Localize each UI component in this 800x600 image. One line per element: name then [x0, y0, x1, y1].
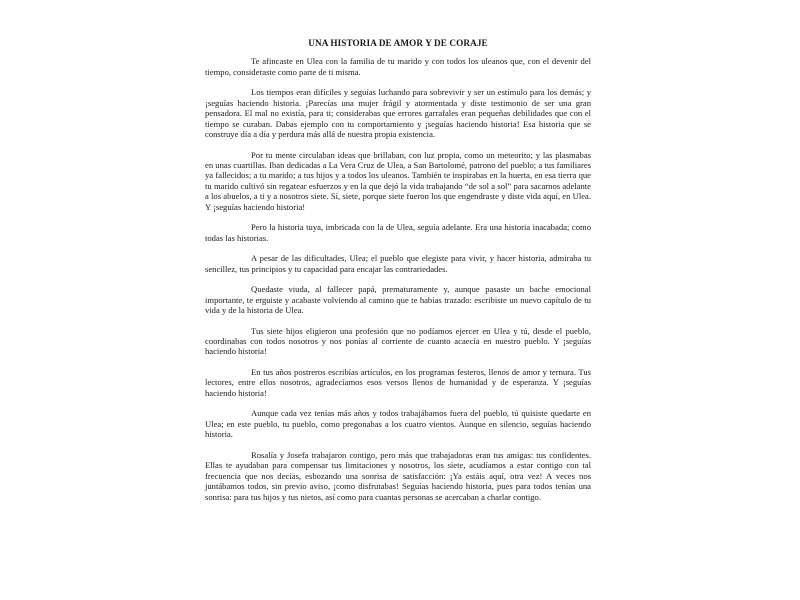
paragraph-6: Quedaste viuda, al fallecer papá, prematuramente y, aunque pasaste un bache emocional importante, te erguiste y acabaste volviendo al camino que te habías trazado: escribiste un nuevo capítulo de tu vida y de la historia de Ulea.: [205, 284, 591, 316]
paragraph-5: A pesar de las dificultades, Ulea; el pueblo que elegiste para vivir, y hacer historia, admiraba tu sencillez, tus principios y tu capacidad para encajar las contrariedades.: [205, 253, 591, 274]
paragraph-2: Los tiempos eran difíciles y seguías luchando para sobrevivir y ser un estímulo para los demás; y ¡seguías haciendo historia. ¡Parecías una mujer frágil y atormentada y diste testimonio de ser una gran pensadora. El mal no existía, para ti; considerabas que errores garrafales eran pequeñas debilidades que con el tiempo se curaban. Dabas ejemplo con tu comportamiento y ¡seguías haciendo historia! Esa historia que se construye día a día y perdura más allá de nuestra propia existencia.: [205, 87, 591, 140]
paragraph-8: En tus años postreros escribías artículos, en los programas festeros, llenos de amor y ternura. Tus lectores, entre ellos nosotros, agradecíamos esos versos llenos de humanidad y de esperanza. Y ¡seguías haciendo historia!: [205, 367, 591, 398]
paragraph-7: Tus siete hijos eligieron una profesión que no podíamos ejercer en Ulea y tú, desde el pueblo, coordinabas con todos nosotros y nos ponías al corriente de cuanto acaecía en nuestro pueblo. Y ¡seguías haciendo historia!: [205, 325, 591, 357]
paragraph-9: Aunque cada vez tenías más años y todos trabajábamos fuera del pueblo, tú quisiste quedarte en Ulea; en este pueblo, tu pueblo, como pregonabas a los cuatro vientos. Aunque en silencio, seguías haciendo historia.: [205, 408, 591, 440]
document-title: UNA HISTORIA DE AMOR Y DE CORAJE: [308, 38, 488, 48]
paragraph-3: Por tu mente circulaban ideas que brillaban, con luz propia, como un meteorito; y las plasmabas en unas cuartillas. Iban dedicadas a La Vera Cruz de Ulea, a San Bartolomé, patrono del pueblo; a tus familiares ya fallecidos; a tu marido; a tus hijos y a todos los uleanos. También te inspirabas en la huerta, en esa tierra que tu marido cultivó sin regatear esfuerzos y en la que dejó la vida trabajando “de sol a sol” para sacarnos adelante a los abuelos, a ti y a nosotros siete. Sí, siete, porque siete fueron los que engendraste y diste vida aquí, en Ulea. Y ¡seguías haciendo historia!: [205, 149, 591, 212]
paragraph-10: Rosalía y Josefa trabajaron contigo, pero más que trabajadoras eran tus amigas: tus confidentes. Ellas te ayudaban para compensar tus limitaciones y nosotros, los siete, acudíamos a estar contigo con tal frecuencia que nos decías, esbozando una sonrisa de satisfacción: ¡Ya estáis aquí, otra vez! A veces nos juntábamos todos, sin previo aviso, ¡como disfrutabas! Seguías haciendo historia, pues para todos tenías una sonrisa: para tus hijos y tus nietos, así como para cuantas personas se acercaban a charlar contigo.: [205, 449, 591, 502]
paragraph-1: Te afincaste en Ulea con la familia de tu marido y con todos los uleanos que, con el devenir del tiempo, consideraste como parte de ti misma.: [205, 56, 591, 77]
document-page: [205, 38, 591, 512]
paragraph-4: Pero la historia tuya, imbricada con la de Ulea, seguía adelante. Era una historia inacabada; como todas las historias.: [205, 222, 591, 243]
